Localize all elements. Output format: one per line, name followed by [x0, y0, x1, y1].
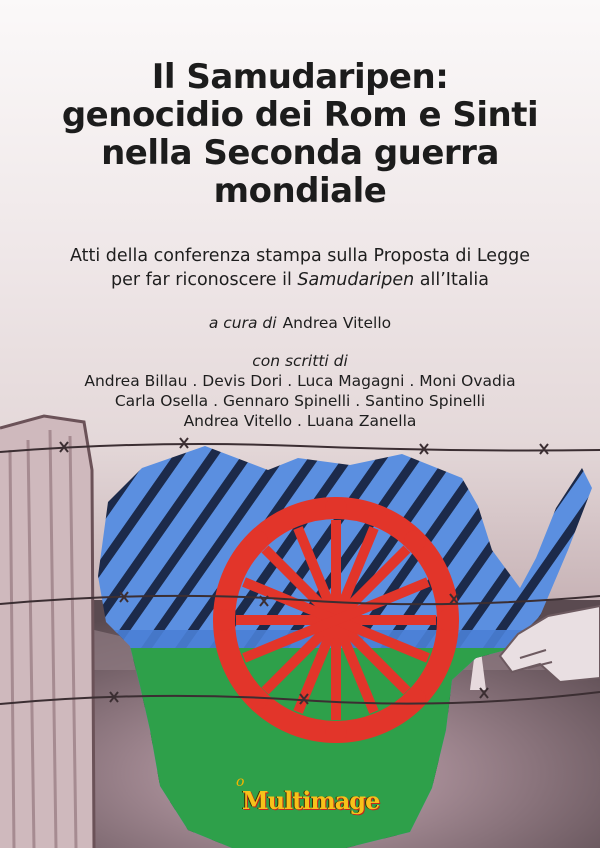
fence-post [0, 416, 94, 848]
book-title [40, 58, 560, 210]
subtitle-line-2-pre: per far riconoscere il [111, 270, 298, 290]
publisher-name: Multimage [242, 786, 380, 815]
subtitle-emphasis: Samudaripen [297, 270, 415, 290]
title-line-2: genocidio dei Rom e Sinti [61, 95, 539, 135]
editor-label: a cura di [208, 314, 277, 332]
subtitle-line-2-post: all’Italia [414, 270, 489, 290]
editor-credit [0, 314, 600, 332]
contributors-line-2: Carla Osella . Gennaro Spinelli . Santino Spinelli [114, 392, 486, 410]
contributors-label: con scritti di [252, 352, 348, 370]
subtitle-line-1: Atti della conferenza stampa sulla Proposta di Legge [69, 246, 531, 266]
title-line-3: nella Seconda guerra [101, 133, 499, 173]
publisher-prefix: o [236, 774, 245, 790]
contributors-line-1: Andrea Billau . Devis Dori . Luca Magagni . Moni Ovadia [84, 372, 516, 390]
title-line-4: mondiale [213, 171, 387, 211]
publisher-logo [232, 774, 380, 826]
contributors-line-3: Andrea Vitello . Luana Zanella [183, 412, 417, 430]
title-line-1: Il Samudaripen: [151, 57, 449, 97]
book-subtitle [30, 244, 570, 292]
editor-name: Andrea Vitello [282, 314, 392, 332]
chakra-wheel [213, 497, 459, 743]
